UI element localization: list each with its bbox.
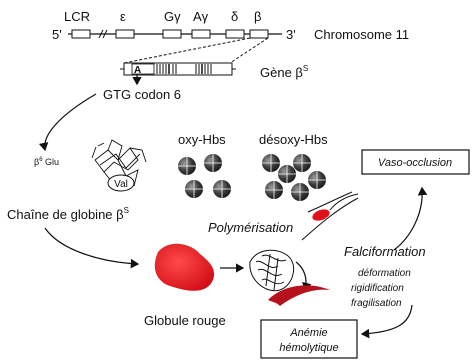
globin-chain (7, 140, 146, 222)
vaso-occlusion-label: Vaso-occlusion (377, 157, 453, 169)
five-prime-label: 5' (52, 27, 62, 42)
deoxy-hbs-label: désoxy-Hbs (259, 132, 328, 147)
vaso-occlusion-box (362, 150, 469, 174)
polymerisation-label: Polymérisation (208, 220, 294, 235)
hbs-sphere-icon (278, 165, 296, 183)
red-cell-shape (155, 244, 214, 291)
hbs-sphere-icon (178, 157, 196, 175)
deoxy-hbs-spheres (262, 154, 326, 201)
delta-box (226, 30, 244, 38)
chain-to-cell-arrow (45, 228, 138, 264)
chain-label: Chaîne de globine $\beta^S$ (7, 206, 129, 222)
anemia-box (261, 320, 357, 358)
beta-box (250, 30, 268, 38)
oxy-hbs-label: oxy-Hbs (178, 132, 226, 147)
gene-label-lcr: LCR (64, 9, 91, 24)
zoom-line-left (124, 38, 250, 63)
vessel-wall-lower (302, 198, 358, 240)
to-anemia-arrow (362, 305, 412, 334)
hbs-sphere-icon (204, 154, 222, 172)
anemia-label-line1: Anémie (290, 327, 328, 339)
vessel-wall-upper (308, 192, 352, 212)
hbs-sphere-icon (185, 180, 203, 198)
substitution-label: $\beta^6$ Glu (34, 157, 60, 167)
effect-deformation: déformation (358, 268, 411, 279)
codon-label: GTG codon 6 (103, 87, 182, 102)
to-vaso-occlusion-arrow (394, 188, 422, 250)
hbs-sphere-icon (262, 154, 280, 172)
anemia-label-line2: hémolytique (279, 342, 339, 354)
vessel-branch (330, 194, 358, 210)
chromosome-label: Chromosome 11 (314, 27, 410, 42)
effect-rigidification: rigidification (351, 283, 404, 294)
effect-fragilisation: fragilisation (351, 298, 402, 309)
codon-to-globin-arrow (45, 94, 96, 150)
hbs-sphere-icon (213, 180, 231, 198)
chromosome-11 (52, 9, 409, 42)
hbs-sphere-icon (308, 171, 326, 189)
gene-label-delta: δ (231, 9, 239, 24)
blood-vessel (302, 192, 358, 240)
deformed-cell (250, 250, 294, 290)
red-cell-label: Globule rouge (144, 313, 226, 328)
g-gamma-box (163, 30, 181, 38)
gene-label-beta: β (254, 9, 262, 24)
falciformation-label: Falciformation (344, 244, 426, 259)
mutation-site-label: A (134, 65, 142, 76)
gene-label: Gène $\beta^S$ (260, 64, 309, 80)
hbs-sphere-icon (265, 181, 283, 199)
hbs-sphere-icon (291, 183, 309, 201)
three-prime-label: 3' (286, 27, 296, 42)
a-gamma-box (192, 30, 210, 38)
beta-s-gene (103, 38, 308, 102)
epsilon-box (116, 30, 134, 38)
lcr-box (72, 30, 90, 38)
gene-label-a-gamma: Aγ (193, 9, 209, 24)
falciformation (344, 244, 426, 309)
hemoglobin (178, 132, 328, 235)
zoom-line-right (230, 38, 268, 63)
hbs-sphere-icon (293, 154, 311, 172)
gene-label-epsilon: ε (120, 9, 126, 24)
oxy-hbs-spheres (178, 154, 231, 198)
deformed-cell-outline (250, 250, 294, 290)
val-label: Val (114, 179, 128, 190)
red-blood-cell (144, 244, 226, 328)
gene-label-g-gamma: Gγ (164, 9, 181, 24)
